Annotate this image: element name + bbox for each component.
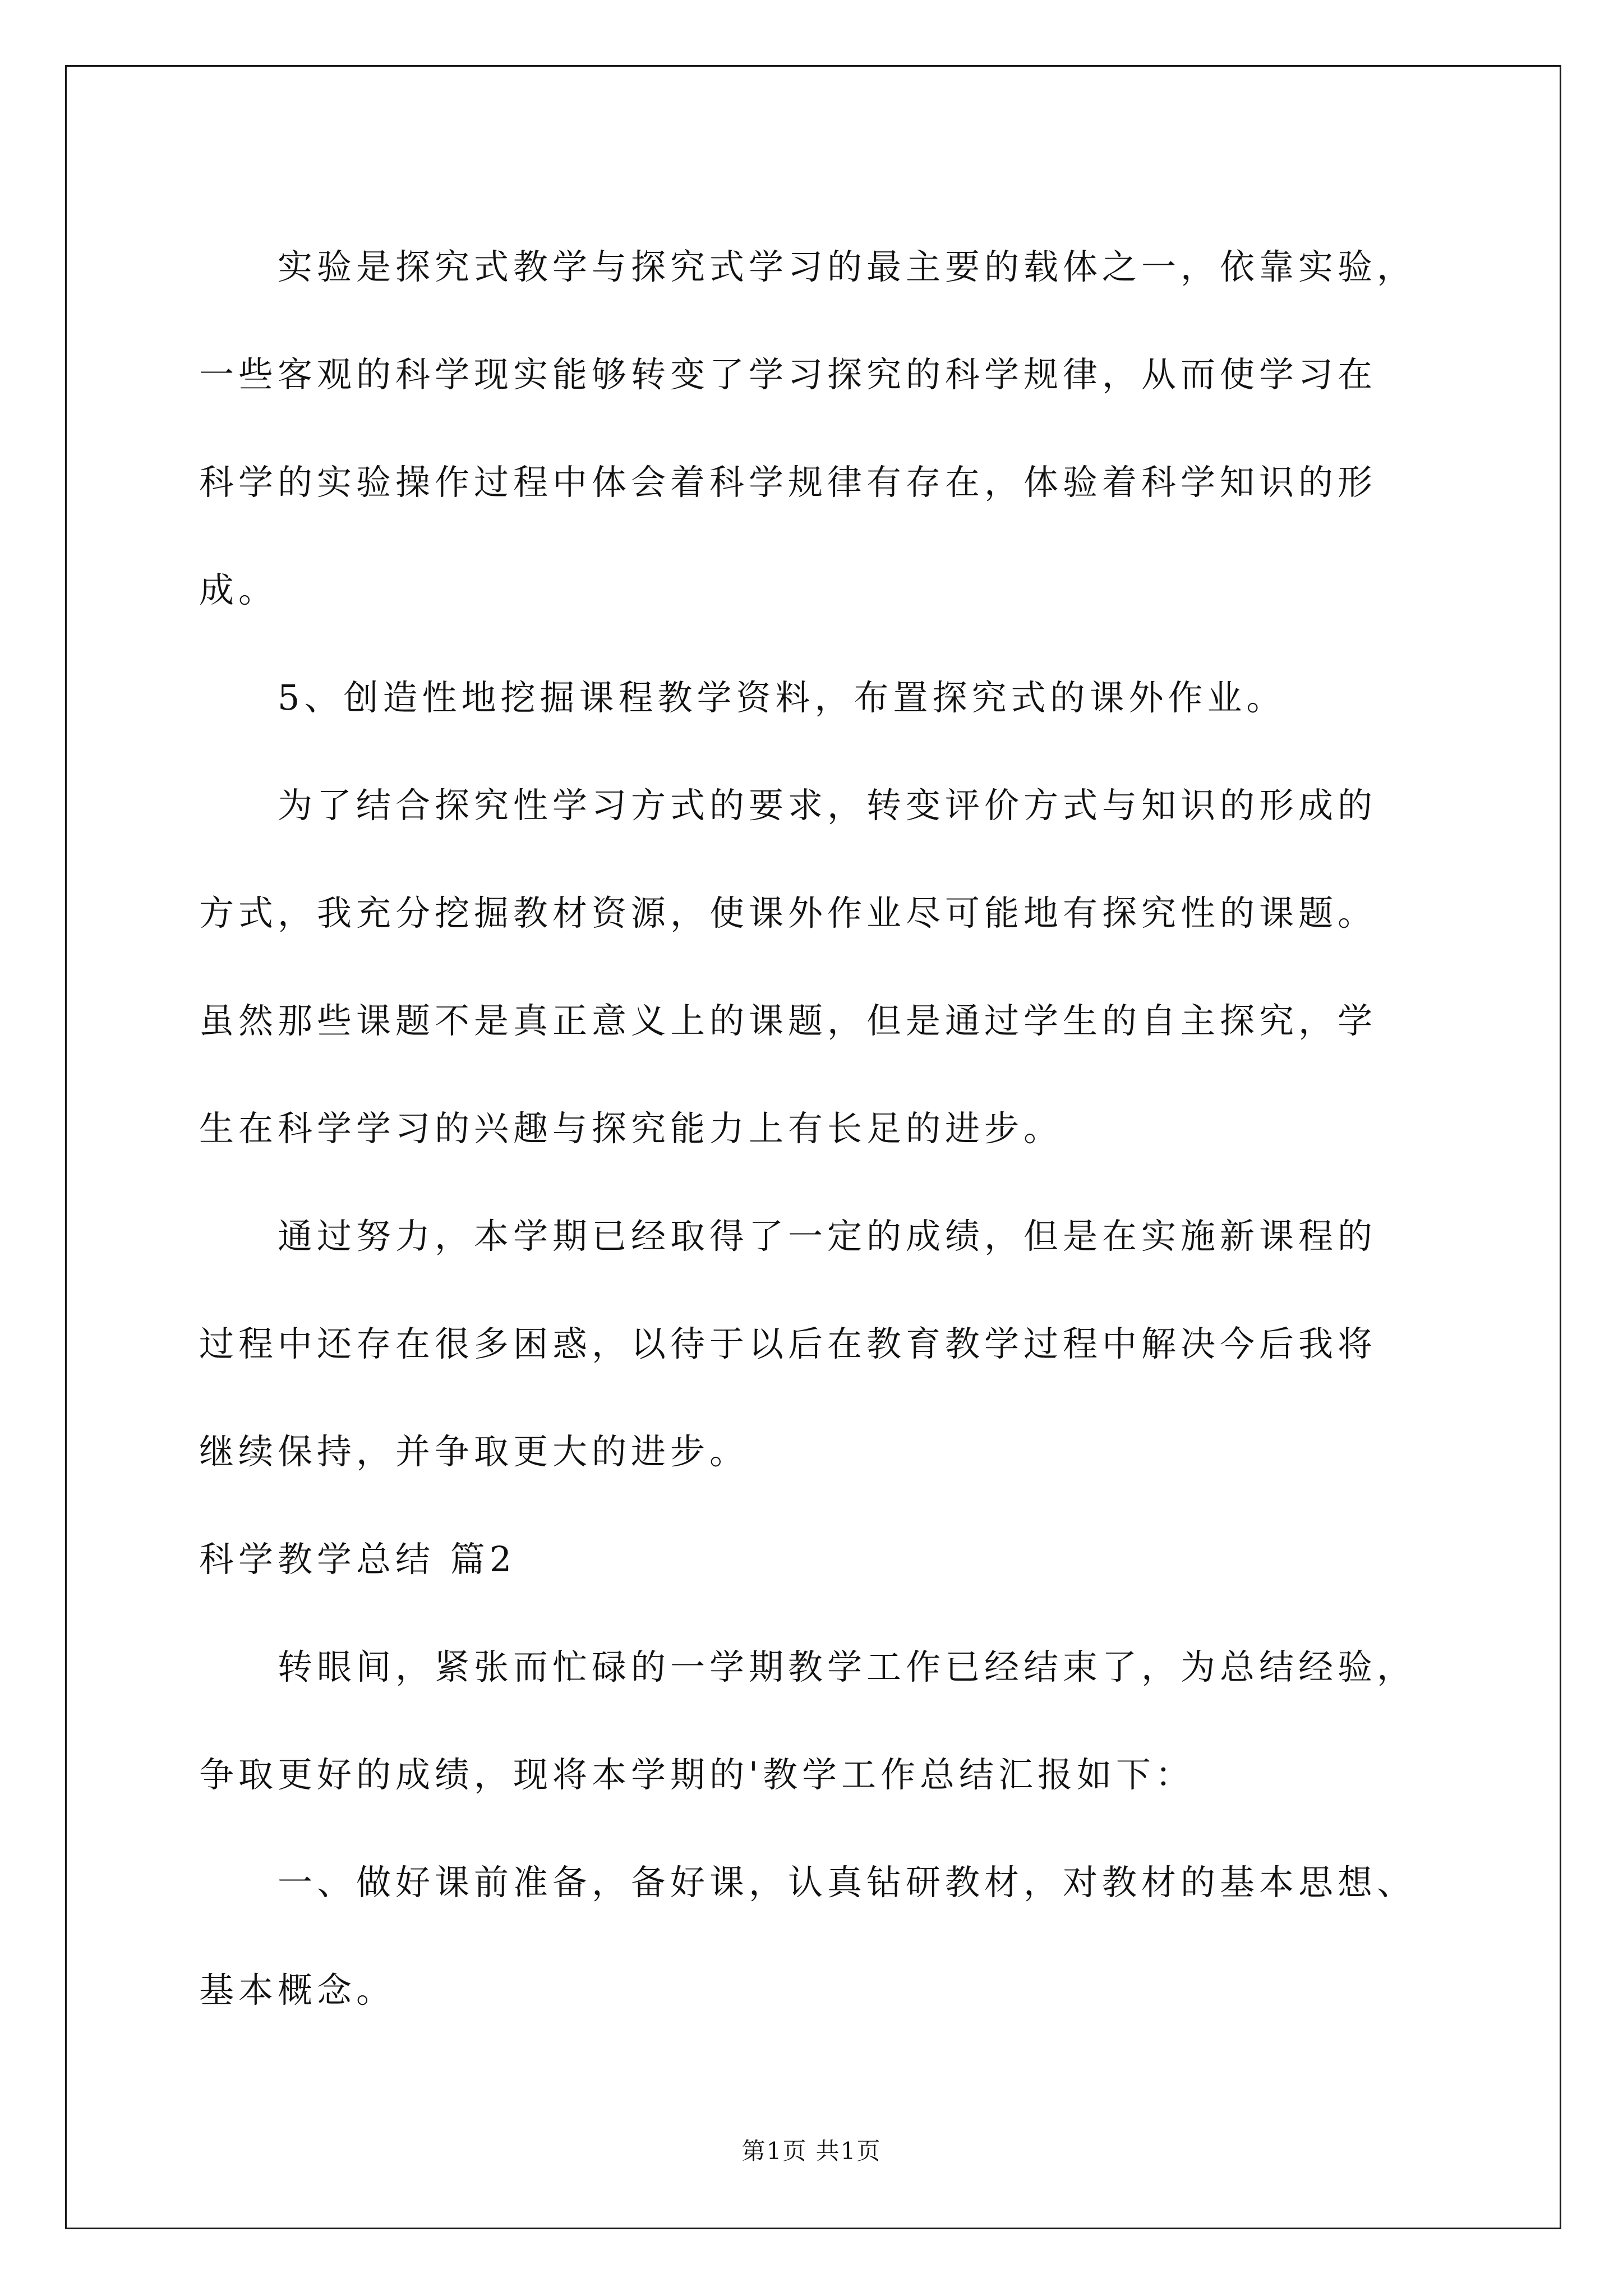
text-line-7: 方式，我充分挖掘教材资源，使课外作业尽可能地有探究性的课题。 <box>199 892 1377 933</box>
text-line-14: 转眼间，紧张而忙碌的一学期教学工作已经结束了，为总结经验， <box>199 1646 1417 1687</box>
text-line-17: 基本概念。 <box>199 1970 396 2010</box>
text-line-9: 生在科学学习的兴趣与探究能力上有长足的进步。 <box>199 1108 1063 1149</box>
text-line-8: 虽然那些课题不是真正意义上的课题，但是通过学生的自主探究，学 <box>199 1000 1377 1041</box>
text-line-4: 成。 <box>199 569 278 610</box>
text-line-1: 实验是探究式教学与探究式学习的最主要的载体之一，依靠实验， <box>199 246 1417 287</box>
text-line-12: 继续保持，并争取更大的进步。 <box>199 1431 749 1472</box>
text-line-16: 一、做好课前准备，备好课，认真钻研教材，对教材的基本思想、 <box>199 1862 1417 1903</box>
text-line-5: 5、创造性地挖掘课程教学资料，布置探究式的课外作业。 <box>199 677 1286 718</box>
text-line-3: 科学的实验操作过程中体会着科学规律有存在，体验着科学知识的形 <box>199 462 1377 503</box>
text-line-10: 通过努力，本学期已经取得了一定的成绩，但是在实施新课程的 <box>199 1216 1377 1257</box>
text-line-15: 争取更好的成绩，现将本学期的'教学工作总结汇报如下： <box>199 1754 1195 1795</box>
document-body <box>199 213 1433 2044</box>
section-heading: 科学教学总结 篇2 <box>199 1539 517 1580</box>
page-number-footer: 第1页 共1页 <box>741 2137 882 2165</box>
text-line-11: 过程中还存在很多困惑，以待于以后在教育教学过程中解决今后我将 <box>199 1323 1377 1364</box>
text-line-6: 为了结合探究性学习方式的要求，转变评价方式与知识的形成的 <box>199 785 1377 826</box>
text-line-2: 一些客观的科学现实能够转变了学习探究的科学规律，从而使学习在 <box>199 354 1377 395</box>
